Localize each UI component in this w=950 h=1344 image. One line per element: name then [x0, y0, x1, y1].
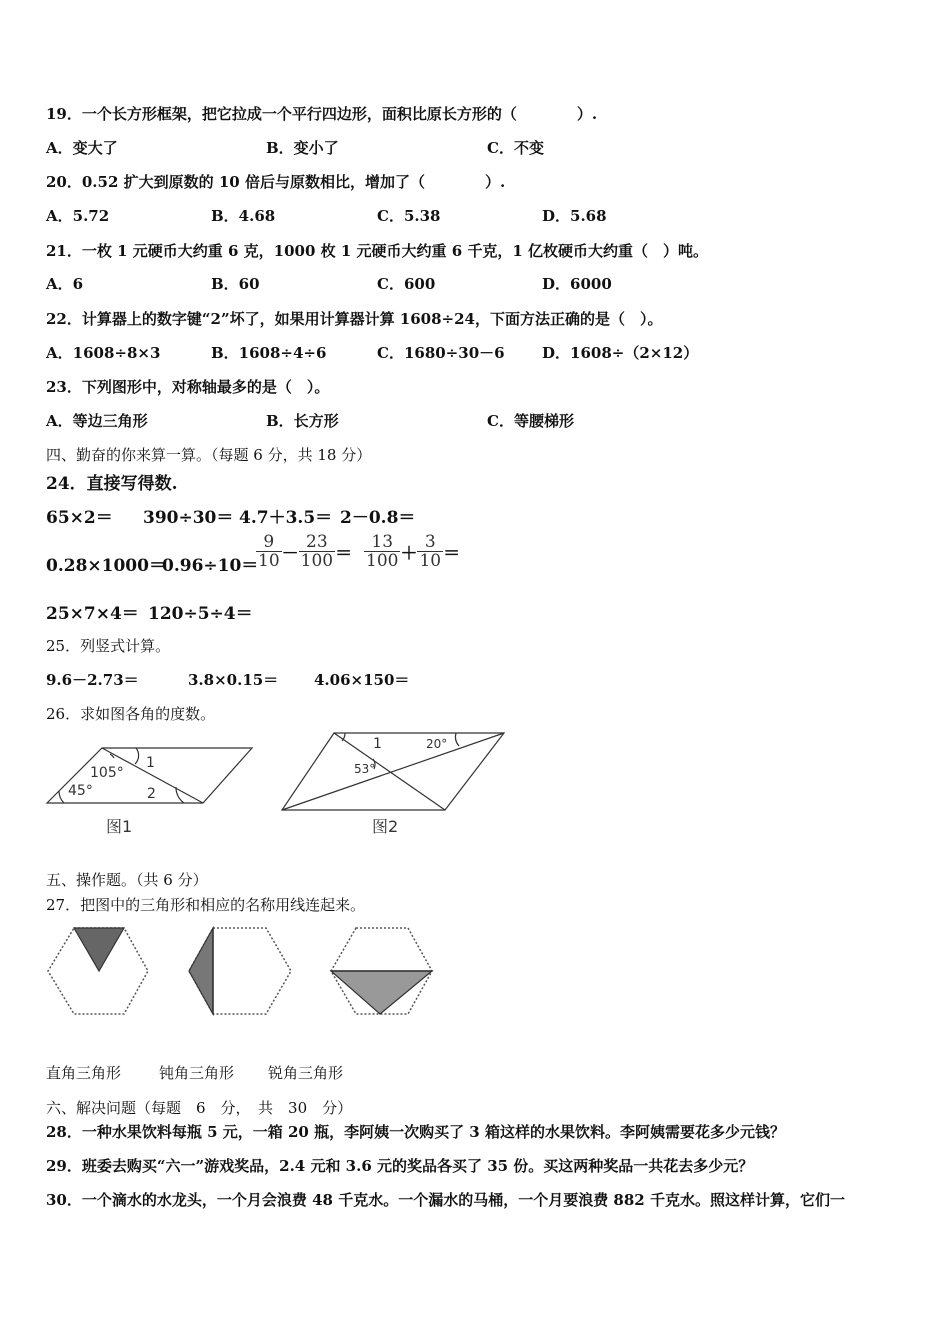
q24-item: 0.96÷10＝: [162, 556, 259, 576]
numerator: 3: [417, 533, 443, 552]
section-6-heading: 六、解决问题（每题 6 分， 共 30 分）: [46, 1099, 353, 1117]
equals: ＝: [443, 544, 461, 564]
q26-title: 26．求如图各角的度数。: [46, 705, 216, 723]
q21-option-c: C．600: [377, 275, 436, 293]
q24-item: 2－0.8＝: [340, 508, 416, 528]
q19-option-a: A．变大了: [46, 139, 118, 157]
q19-stem: 19．一个长方形框架，把它拉成一个平行四边形，面积比原长方形的（ ）.: [46, 105, 598, 123]
triangle-name-obtuse: 钝角三角形: [159, 1064, 235, 1082]
q27-hexagons: [45, 925, 440, 1020]
q25-item: 3.8×0.15＝: [188, 671, 279, 689]
angle-label: 45°: [68, 783, 93, 799]
q23-stem: 23．下列图形中，对称轴最多的是（ ）。: [46, 378, 330, 396]
denominator: 10: [419, 551, 442, 571]
q22-option-b: B．1608÷4÷6: [211, 344, 327, 362]
q20-option-d: D．5.68: [542, 207, 607, 225]
q29-stem: 29．班委去购买“六一”游戏奖品，2.4 元和 3.6 元的奖品各买了 35 份。买这两种奖品一共花去多少元？: [46, 1157, 754, 1175]
q20-option-b: B．4.68: [211, 207, 276, 225]
q26-figure-2: [275, 725, 515, 840]
q21-option-d: D．6000: [542, 275, 612, 293]
denominator: 100: [300, 551, 334, 571]
q24-item: 25×7×4＝: [46, 604, 139, 624]
fraction: [256, 533, 282, 570]
q20-stem: 20．0.52 扩大到原数的 10 倍后与原数相比，增加了（ ）.: [46, 173, 506, 191]
q30-stem: 30．一个滴水的水龙头，一个月会浪费 48 千克水。一个漏水的马桶，一个月要浪费 882 千克水。照这样计算，它们一: [46, 1191, 845, 1209]
q25-item: 4.06×150＝: [314, 671, 410, 689]
numerator: 13: [364, 533, 400, 552]
angle-label: 105°: [90, 765, 124, 781]
angle-label: 20°: [426, 737, 448, 751]
right-triangle-shape: [331, 971, 432, 1014]
q28-stem: 28．一种水果饮料每瓶 5 元，一箱 20 瓶，李阿姨一次购买了 3 箱这样的水果饮料。李阿姨需要花多少元钱？: [46, 1123, 785, 1141]
numerator: 9: [256, 533, 282, 552]
q27-title: 27．把图中的三角形和相应的名称用线连起来。: [46, 896, 366, 914]
q21-stem: 21．一枚 1 元硬币大约重 6 克，1000 枚 1 元硬币大约重 6 千克，1 亿枚硬币大约重（ ）吨。: [46, 242, 709, 260]
q21-option-a: A．6: [46, 275, 84, 293]
angle-label: 2: [147, 786, 156, 802]
q23-option-c: C．等腰梯形: [487, 412, 574, 430]
q24-item: 390÷30＝: [143, 508, 234, 528]
figure-caption: 图2: [372, 817, 399, 836]
q24-fraction-expression-2: [364, 533, 460, 570]
figure-caption: 图1: [106, 817, 133, 836]
q22-option-d: D．1608÷（2×12）: [542, 344, 699, 362]
q24-fraction-expression-1: [256, 533, 352, 570]
denominator: 100: [366, 551, 399, 571]
q20-option-a: A．5.72: [46, 207, 110, 225]
q19-option-c: C．不变: [487, 139, 544, 157]
q24-title: 24．直接写得数.: [46, 474, 178, 494]
q21-option-b: B．60: [211, 275, 260, 293]
fraction: [417, 533, 443, 570]
angle-label: 1: [373, 736, 382, 752]
denominator: 10: [258, 551, 280, 571]
q24-item: 4.7＋3.5＝: [239, 508, 333, 528]
angle-label: 53°: [354, 762, 376, 776]
q24-item: 0.28×1000＝: [46, 556, 166, 576]
obtuse-triangle-shape: [189, 928, 213, 1014]
fraction: [364, 533, 400, 570]
q24-item: 120÷5÷4＝: [148, 604, 253, 624]
angle-label: 1: [146, 755, 155, 771]
q19-option-b: B．变小了: [266, 139, 339, 157]
q20-option-c: C．5.38: [377, 207, 441, 225]
q25-item: 9.6－2.73＝: [46, 671, 139, 689]
q23-option-b: B．长方形: [266, 412, 339, 430]
q23-option-a: A．等边三角形: [46, 412, 148, 430]
q24-item: 65×2＝: [46, 508, 113, 528]
equals: ＝: [335, 544, 353, 564]
q26-figure-1: [40, 740, 270, 840]
section-4-heading: 四、勤奋的你来算一算。（每题 6 分，共 18 分）: [46, 446, 372, 464]
q22-option-c: C．1680÷30－6: [377, 344, 505, 362]
section-5-heading: 五、操作题。（共 6 分）: [46, 871, 208, 889]
q25-title: 25．列竖式计算。: [46, 637, 171, 655]
fraction: [299, 533, 335, 570]
operator: ＋: [400, 544, 418, 564]
acute-triangle-shape: [74, 928, 124, 971]
triangle-name-acute: 锐角三角形: [268, 1064, 344, 1082]
operator: －: [281, 544, 299, 564]
q22-stem: 22．计算器上的数字键“2”坏了，如果用计算器计算 1608÷24，下面方法正确的是（ ）。: [46, 310, 663, 328]
triangle-name-right: 直角三角形: [46, 1064, 122, 1082]
q22-option-a: A．1608÷8×3: [46, 344, 161, 362]
numerator: 23: [299, 533, 335, 552]
